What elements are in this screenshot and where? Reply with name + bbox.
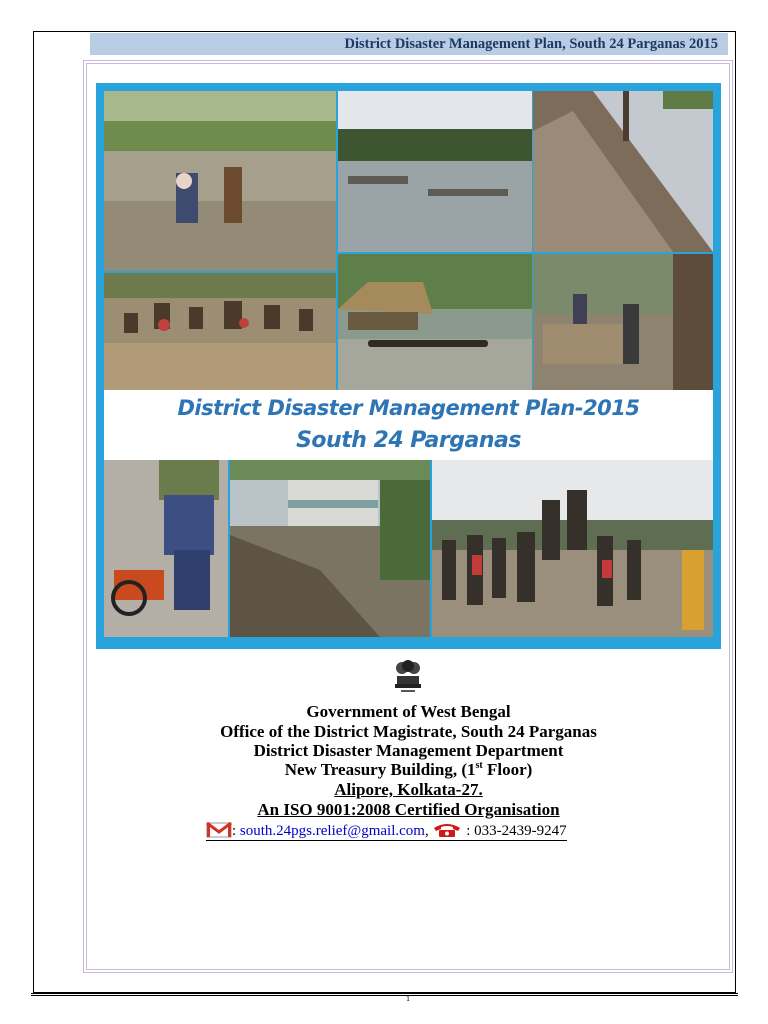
photo-flood-victims-tree: [533, 254, 713, 390]
telephone-icon: [432, 822, 462, 838]
phone-number: 033-2439-9247: [474, 823, 567, 839]
photo-machine-saw-worker: [104, 460, 228, 637]
phone-prefix: :: [462, 823, 475, 839]
ordinal-suffix: st: [475, 760, 483, 771]
email-link[interactable]: south.24pgs.relief@gmail.com: [239, 823, 425, 839]
photo-thatched-hut-boats: [338, 254, 532, 390]
certification-line: An ISO 9001:2008 Certified Organisation: [257, 800, 560, 819]
state-emblem-icon: [387, 656, 429, 696]
address-line-1: Government of West Bengal: [306, 702, 511, 721]
address-line-3: District Disaster Management Department: [253, 741, 564, 760]
page-number: 1: [406, 994, 410, 1003]
photo-flood-wading-people: [104, 91, 336, 271]
photo-eroded-embankment: [533, 91, 713, 252]
header-bar: [90, 33, 728, 55]
photo-flooded-coast-island: [338, 91, 532, 252]
contact-line: [206, 822, 567, 841]
photo-relief-distribution-crowd: [432, 460, 713, 637]
photo-submerged-building: [230, 460, 430, 637]
cover-title-band: [104, 390, 713, 460]
gmail-icon: [206, 822, 232, 838]
address-line-4-end: Floor): [482, 760, 533, 779]
cover-title: District Disaster Management Plan-2015: [177, 396, 640, 420]
address-line-4: [96, 760, 721, 780]
cover-subtitle: South 24 Parganas: [296, 428, 521, 453]
email-prefix: :: [232, 823, 240, 839]
address-line-5: Alipore, Kolkata-27.: [334, 780, 483, 799]
email-suffix: ,: [424, 823, 429, 839]
address-line-4-main: New Treasury Building, (1: [284, 760, 476, 779]
address-line-2: Office of the District Magistrate, South 24 Parganas: [220, 722, 597, 741]
photo-relief-crowd-in-water: [104, 273, 336, 390]
running-title: District Disaster Management Plan, South 24 Parganas 2015: [344, 36, 718, 52]
footer-rule: [31, 993, 738, 996]
